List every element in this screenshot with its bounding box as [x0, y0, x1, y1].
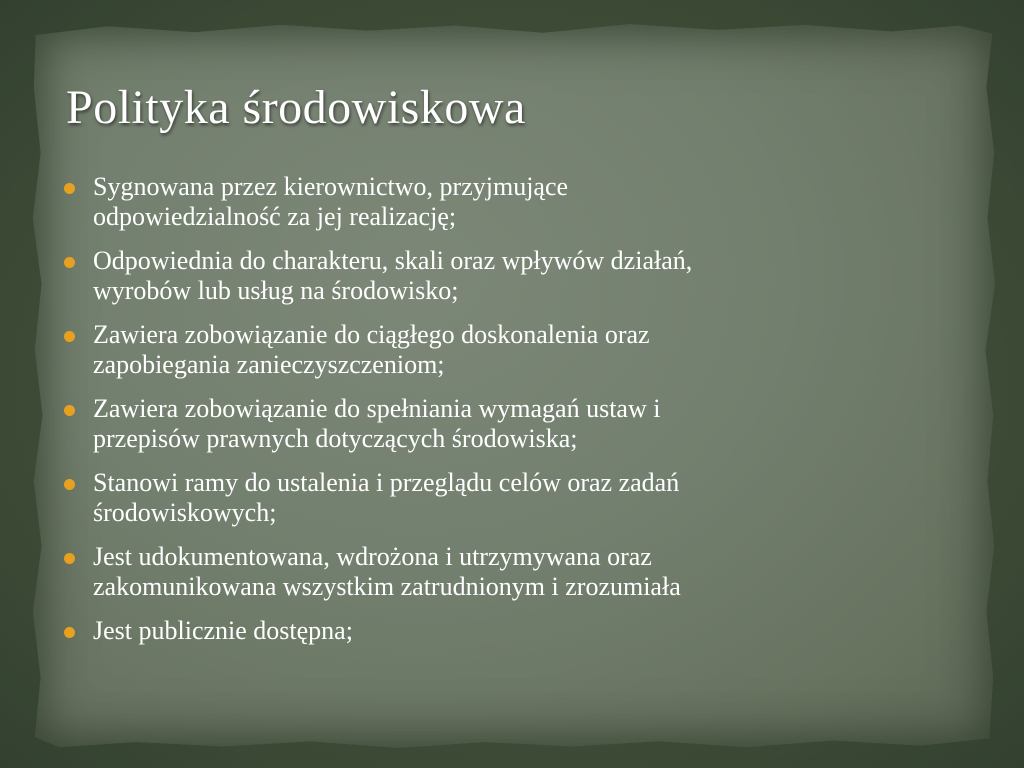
bullet-line-2: środowiskowych;	[93, 498, 277, 527]
bullet-dot-icon	[64, 405, 75, 416]
bullet-dot-icon	[64, 257, 75, 268]
bullet-dot-icon	[64, 553, 75, 564]
bullet-dot-icon	[64, 627, 75, 638]
bullet-line-2: odpowiedzialność za jej realizację;	[93, 202, 457, 231]
bullet-dot-icon	[64, 331, 75, 342]
bullet-dot-icon	[64, 183, 75, 194]
bullet-line-2: wyrobów lub usług na środowisko;	[93, 276, 459, 305]
bullet-list	[64, 172, 954, 660]
bullet-line-1: Zawiera zobowiązanie do ciągłego doskonalenia oraz	[93, 320, 650, 349]
bullet-line-2: zakomunikowana wszystkim zatrudnionym i zrozumiała	[93, 572, 681, 601]
bullet-line-1: Zawiera zobowiązanie do spełniania wymagań ustaw i	[93, 394, 661, 423]
slide-title: Polityka środowiskowa	[66, 81, 526, 134]
bullet-item	[64, 394, 954, 454]
bullet-item	[64, 320, 954, 380]
bullet-item	[64, 468, 954, 528]
bullet-line-2: zapobiegania zanieczyszczeniom;	[93, 350, 445, 379]
bullet-line-1: Sygnowana przez kierownictwo, przyjmujące	[93, 172, 569, 201]
bullet-dot-icon	[64, 479, 75, 490]
bullet-item	[64, 542, 954, 602]
bullet-item	[64, 172, 954, 232]
bullet-line-1: Jest publicznie dostępna;	[93, 616, 353, 645]
bullet-item	[64, 616, 954, 646]
bullet-line-1: Jest udokumentowana, wdrożona i utrzymywana oraz	[93, 542, 652, 571]
bullet-item	[64, 246, 954, 306]
bullet-line-2: przepisów prawnych dotyczących środowiska;	[93, 424, 578, 453]
bullet-line-1: Odpowiednia do charakteru, skali oraz wpływów działań,	[93, 246, 693, 275]
bullet-line-1: Stanowi ramy do ustalenia i przeglądu celów oraz zadań	[93, 468, 680, 497]
